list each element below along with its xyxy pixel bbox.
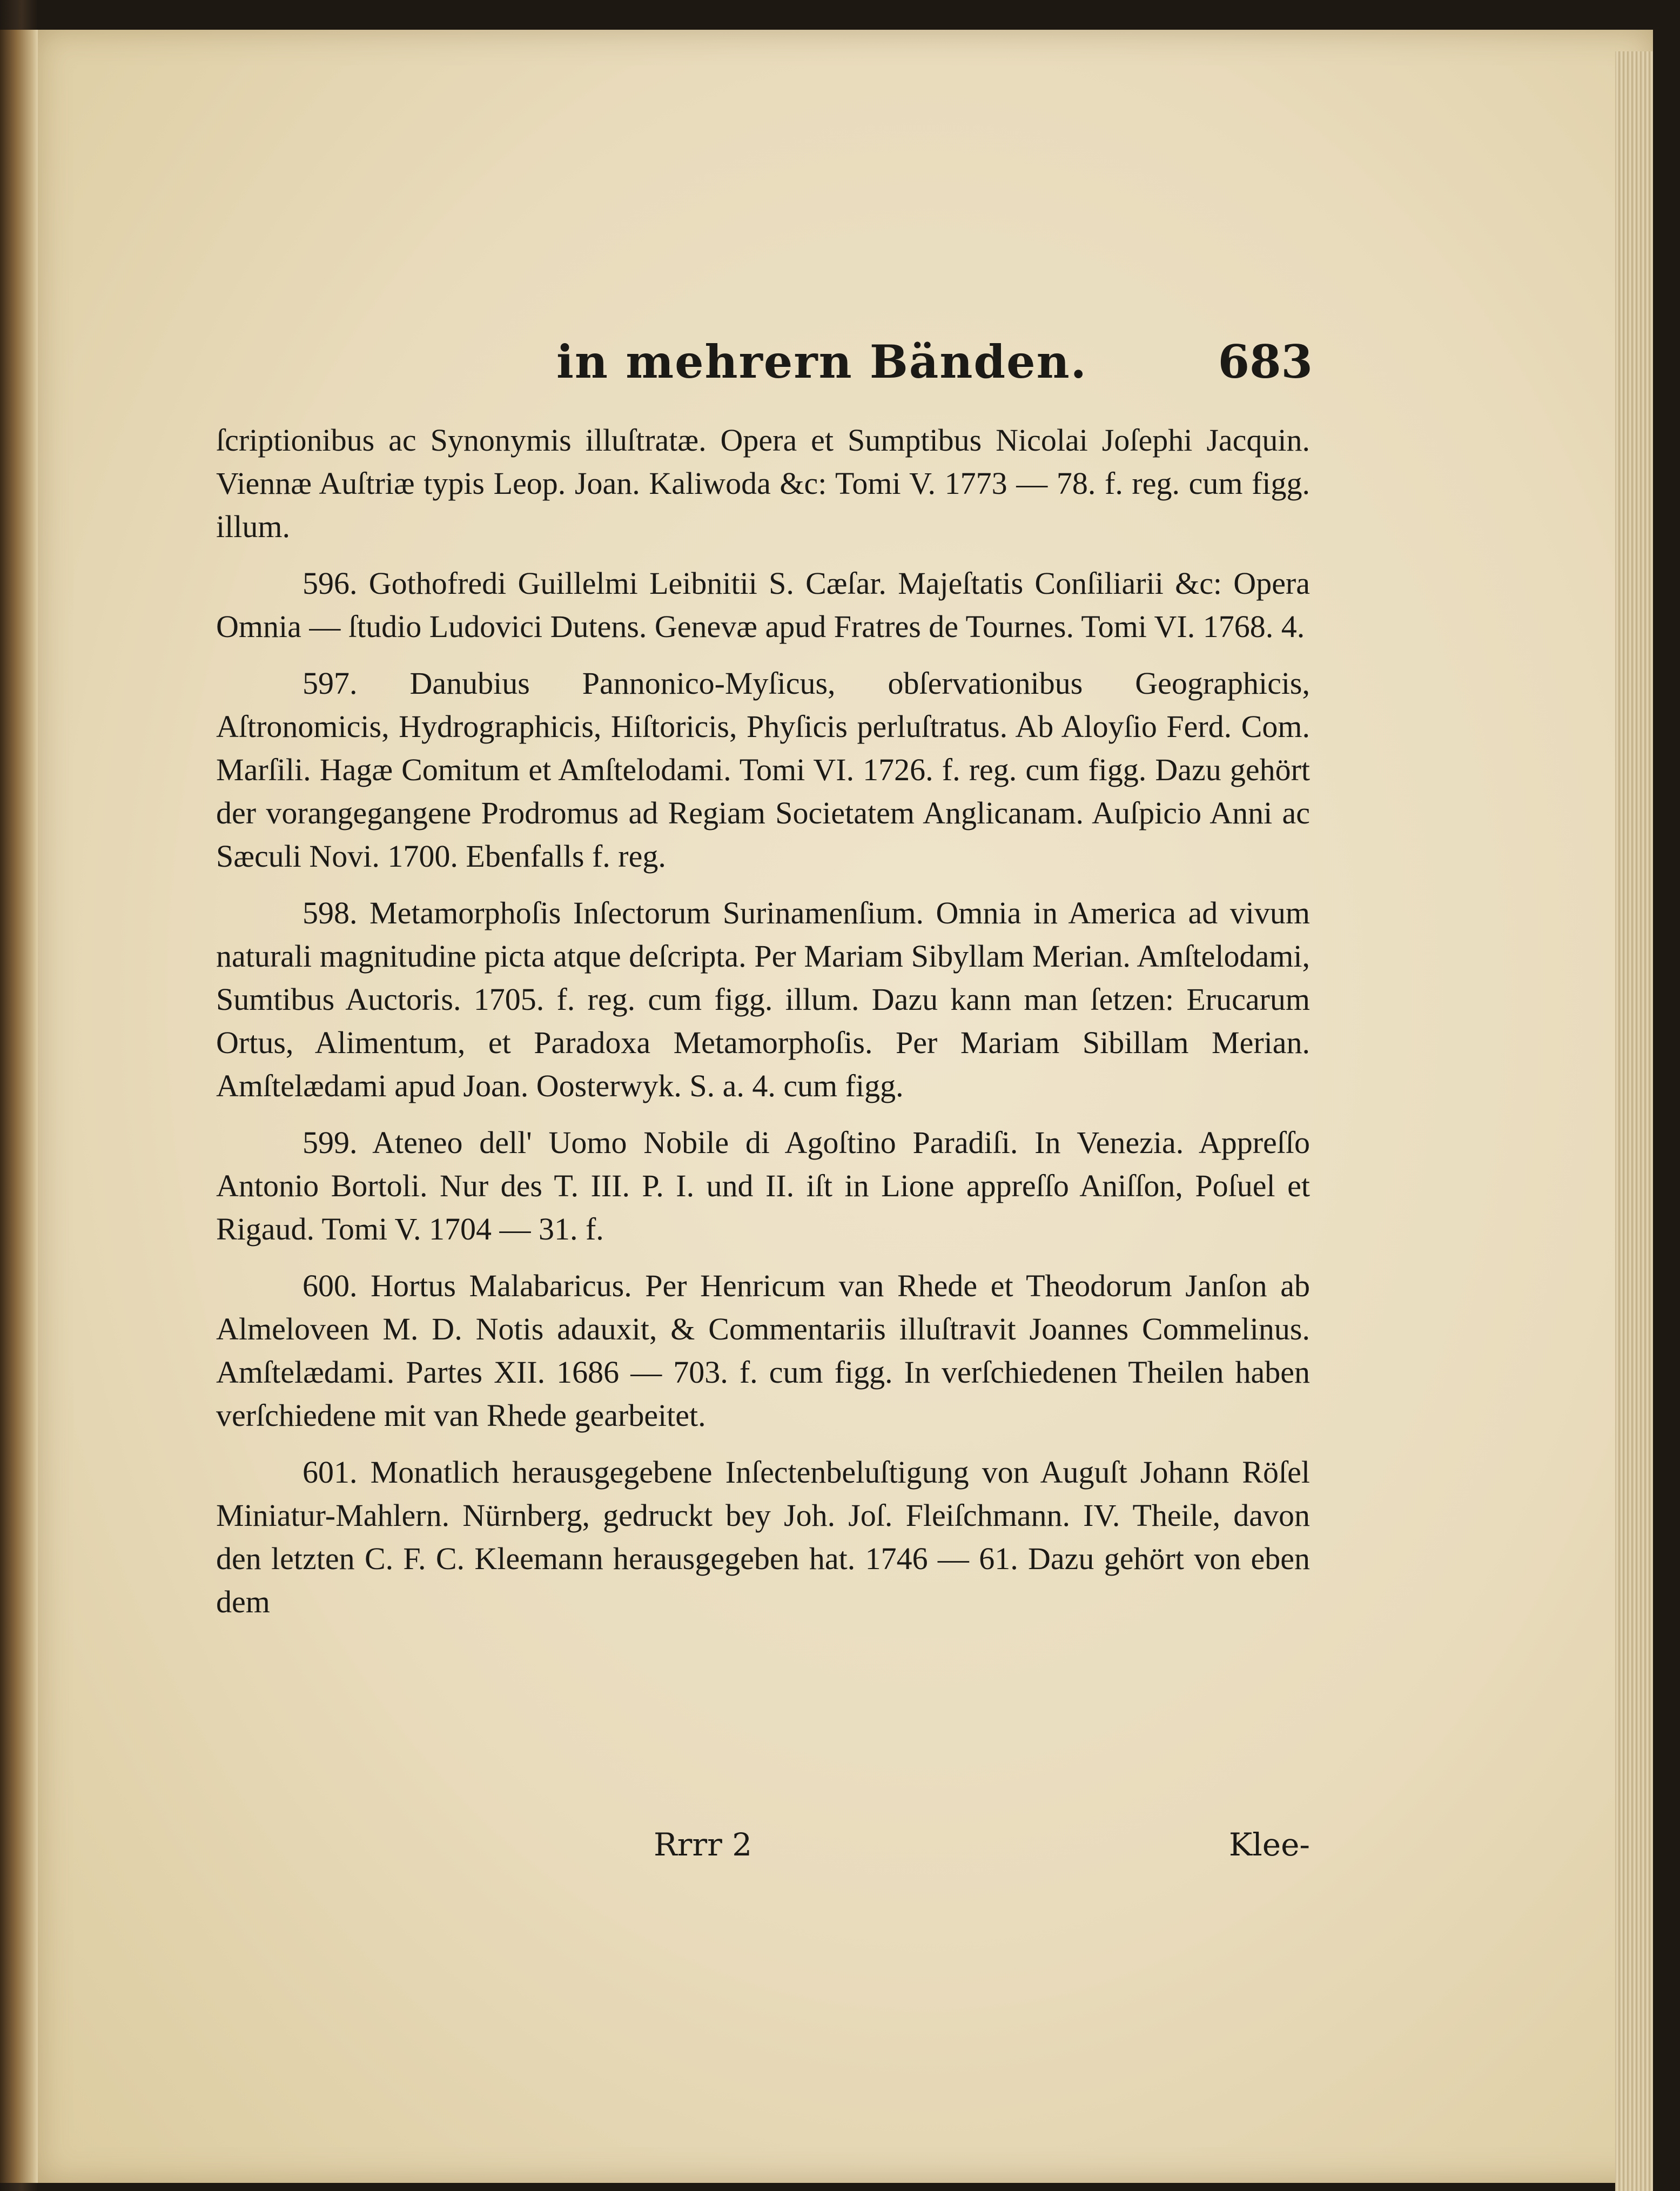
entry-text: Metamorphoſis Inſectorum Surinamenſium. Omnia in America ad vivum naturali magnitudine picta atque deſcripta. Per Mariam Sibyllam Merian. Amſtelodami, Sumtibus Auctoris. 1705. f. reg. cum figg. illum. Dazu kann man ſetzen: Erucarum Ortus, Alimentum, et Paradoxa Metamorphoſis. Per Mariam Sibillam Merian. Amſtelædami apud Joan. Oosterwyk. S. a. 4. cum figg. xyxy=(216,895,1310,1103)
page-footer xyxy=(216,1826,1310,1880)
entry-text: ſcriptionibus ac Synonymis illuſtratæ. Opera et Sumptibus Nicolai Joſephi Jacquin. Viennæ Auſtriæ typis Leop. Joan. Kaliwoda &c: Tomi V. 1773 — 78. f. reg. cum figg. illum. xyxy=(216,423,1310,544)
entry-number: 598. xyxy=(303,895,358,930)
entry-number: 600. xyxy=(303,1268,358,1303)
entry-number: 599. xyxy=(303,1125,358,1160)
entry-599 xyxy=(216,1121,1310,1251)
entry-number: 601. xyxy=(303,1455,358,1490)
entry-601 xyxy=(216,1451,1310,1624)
page-header xyxy=(178,324,1313,405)
entry-600 xyxy=(216,1264,1310,1437)
entry-text: Gothofredi Guillelmi Leibnitii S. Cæſar. Majeſtatis Conſiliarii &c: Opera Omnia — ſtudio Ludovici Dutens. Genevæ apud Fratres de Tournes. Tomi VI. 1768. 4. xyxy=(216,566,1310,644)
entry-text: Monatlich herausgegebene Inſectenbeluſtigung von Auguſt Johann Röſel Miniatur-Mahlern. Nürnberg, gedruckt bey Joh. Joſ. Fleiſchmann. IV. Theile, davon den letzten C. F. C. Kleemann herausgegeben hat. 1746 — 61. Dazu gehört von eben dem xyxy=(216,1455,1311,1619)
catchword: Klee- xyxy=(1228,1826,1310,1863)
entry-number: 596. xyxy=(303,566,358,601)
binding-edge xyxy=(0,30,38,2183)
entry-text: Ateneo dell' Uomo Nobile di Agoſtino Paradiſi. In Venezia. Appreſſo Antonio Bortoli. Nur des T. III. P. I. und II. iſt in Lione appreſſo Aniſſon, Poſuel et Rigaud. Tomi V. 1704 — 31. f. xyxy=(216,1125,1310,1247)
running-title: in mehrern Bänden. xyxy=(556,335,1087,388)
entry-text: Danubius Pannonico-Myſicus, obſervationibus Geographicis, Aſtronomicis, Hydrographicis, Hiſtoricis, Phyſicis perluſtratus. Ab Aloyſio Ferd. Com. Marſili. Hagæ Comitum et Amſtelodami. Tomi VI. 1726. f. reg. cum figg. Dazu gehört der vorangegangene Prodromus ad Regiam Societatem Anglicanam. Auſpicio Anni ac Sæculi Novi. 1700. Ebenfalls f. reg. xyxy=(216,666,1310,874)
entry-597 xyxy=(216,662,1310,878)
signature-mark: Rrrr 2 xyxy=(654,1826,752,1863)
entry-596 xyxy=(216,562,1310,648)
entry-text: Hortus Malabaricus. Per Henricum van Rhede et Theodorum Janſon ab Almeloveen M. D. Notis adauxit, & Commentariis illuſtravit Joannes Commelinus. Amſtelædami. Partes XII. 1686 — 703. f. cum figg. In verſchiedenen Theilen haben verſchiedene mit van Rhede gearbeitet. xyxy=(216,1268,1310,1433)
page-number: 683 xyxy=(1218,335,1313,388)
page-body xyxy=(216,419,1310,1637)
entry-598 xyxy=(216,892,1310,1108)
page-stack-edge xyxy=(1615,51,1653,2191)
entry-number: 597. xyxy=(303,666,358,701)
entry-continuation xyxy=(216,419,1310,548)
